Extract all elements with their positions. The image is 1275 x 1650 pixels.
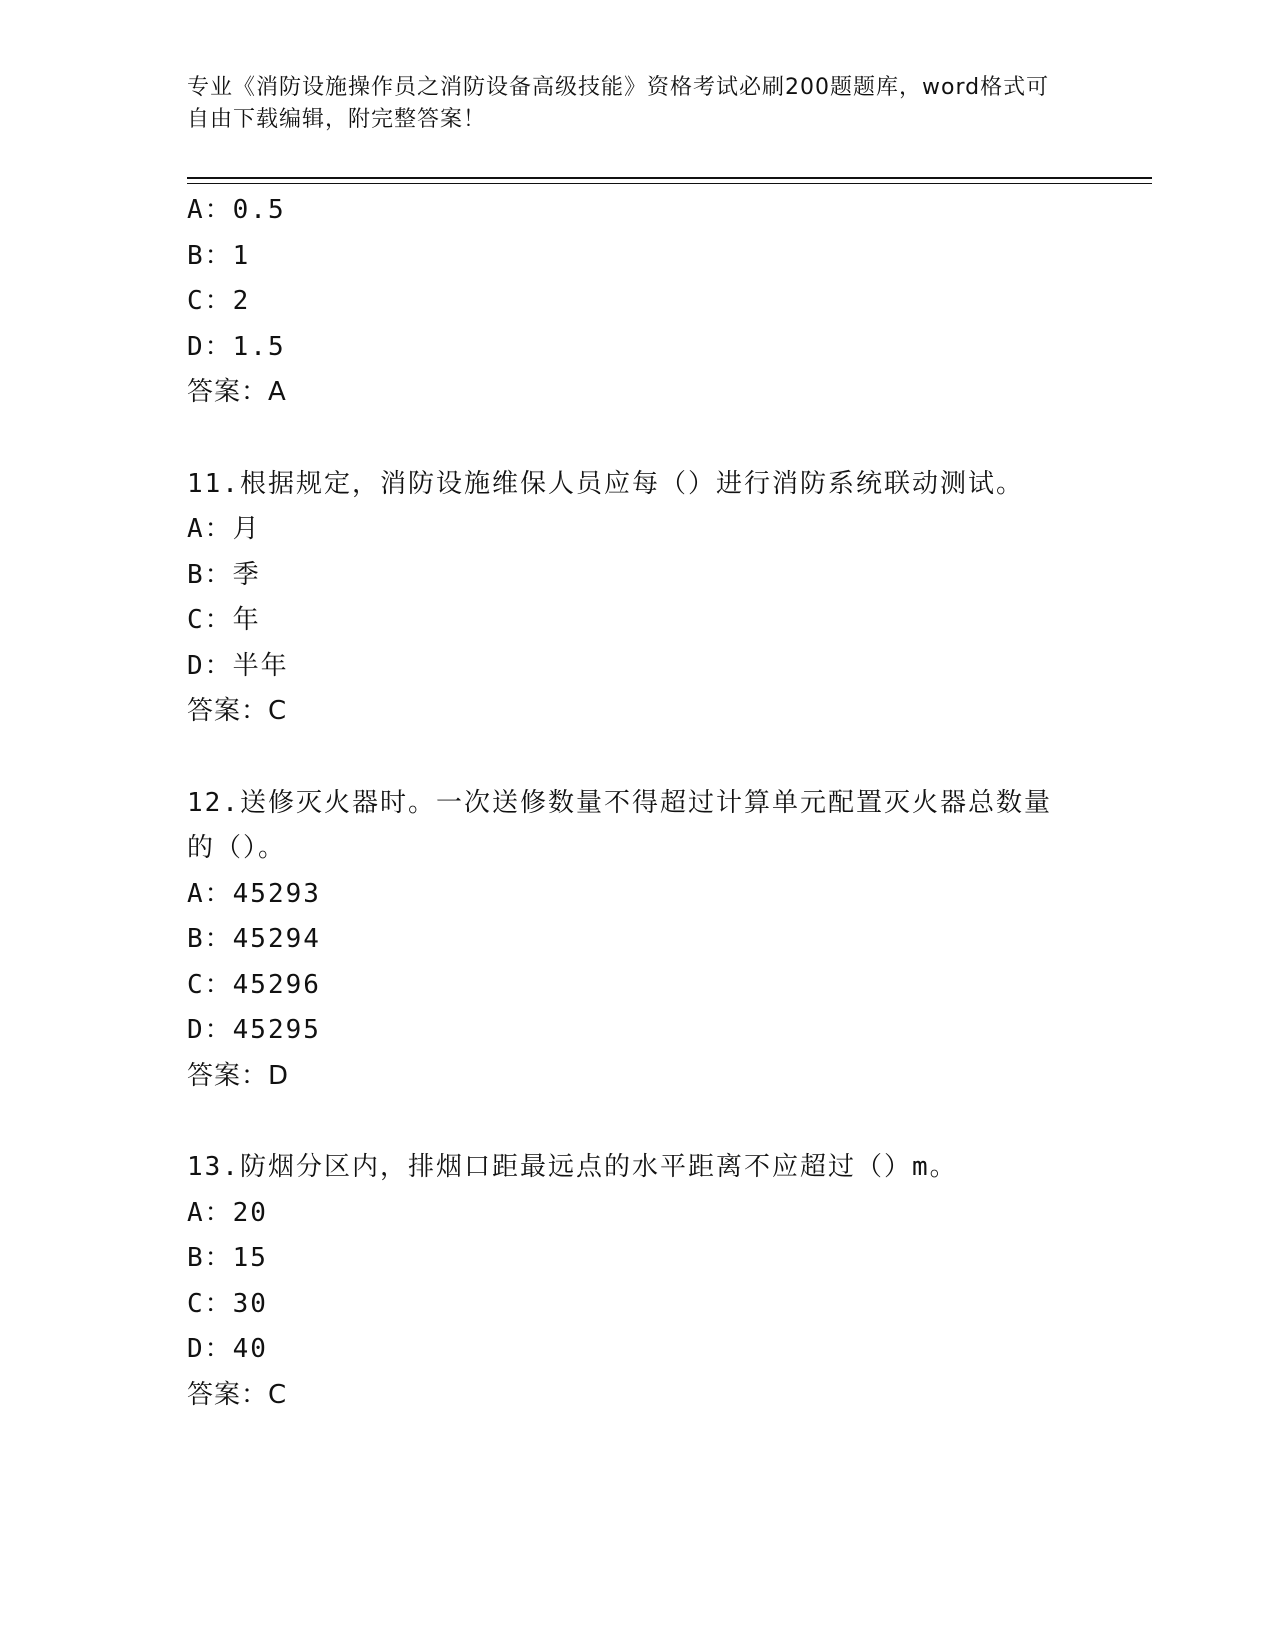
- answer: 答案：C: [187, 1379, 288, 1410]
- answer: 答案：D: [187, 1060, 290, 1091]
- option-a: A：20: [187, 1197, 268, 1228]
- question-13: [187, 1145, 1087, 1418]
- question-10: [187, 188, 1087, 416]
- question-stem: 12.送修灭火器时。一次送修数量不得超过计算单元配置灭火器总数量的（）。: [187, 787, 1052, 863]
- option-a: A：0.5: [187, 195, 286, 225]
- option-c: C：年: [187, 605, 261, 635]
- option-b: B：15: [187, 1243, 268, 1273]
- option-d: D：半年: [187, 650, 289, 681]
- option-b: B：45294: [187, 924, 321, 954]
- option-c: C：30: [187, 1288, 268, 1319]
- option-c: C：45296: [187, 969, 321, 1000]
- spacer: [187, 735, 1087, 781]
- option-d: D：1.5: [187, 331, 286, 362]
- option-a: A：45293: [187, 878, 321, 909]
- option-b: B：季: [187, 559, 261, 590]
- answer: 答案：C: [187, 696, 288, 726]
- header-divider-thin: [187, 183, 1152, 184]
- spacer: [187, 1099, 1087, 1145]
- question-12: [187, 781, 1087, 1100]
- option-b: B：1: [187, 240, 251, 271]
- question-stem: 13.防烟分区内，排烟口距最远点的水平距离不应超过（）m。: [187, 1152, 958, 1182]
- question-list: [187, 188, 1087, 1418]
- option-d: D：40: [187, 1334, 268, 1364]
- answer: 答案：A: [187, 377, 287, 407]
- spacer: [187, 416, 1087, 462]
- option-a: A：月: [187, 514, 261, 544]
- option-c: C：2: [187, 286, 251, 316]
- header-divider-thick: [187, 177, 1152, 179]
- option-d: D：45295: [187, 1015, 321, 1045]
- document-intro: 专业《消防设施操作员之消防设备高级技能》资格考试必刷200题题库，word格式可自由下载编辑，附完整答案！: [187, 75, 1050, 132]
- question-11: [187, 462, 1087, 735]
- question-stem: 11.根据规定，消防设施维保人员应每（）进行消防系统联动测试。: [187, 468, 1024, 499]
